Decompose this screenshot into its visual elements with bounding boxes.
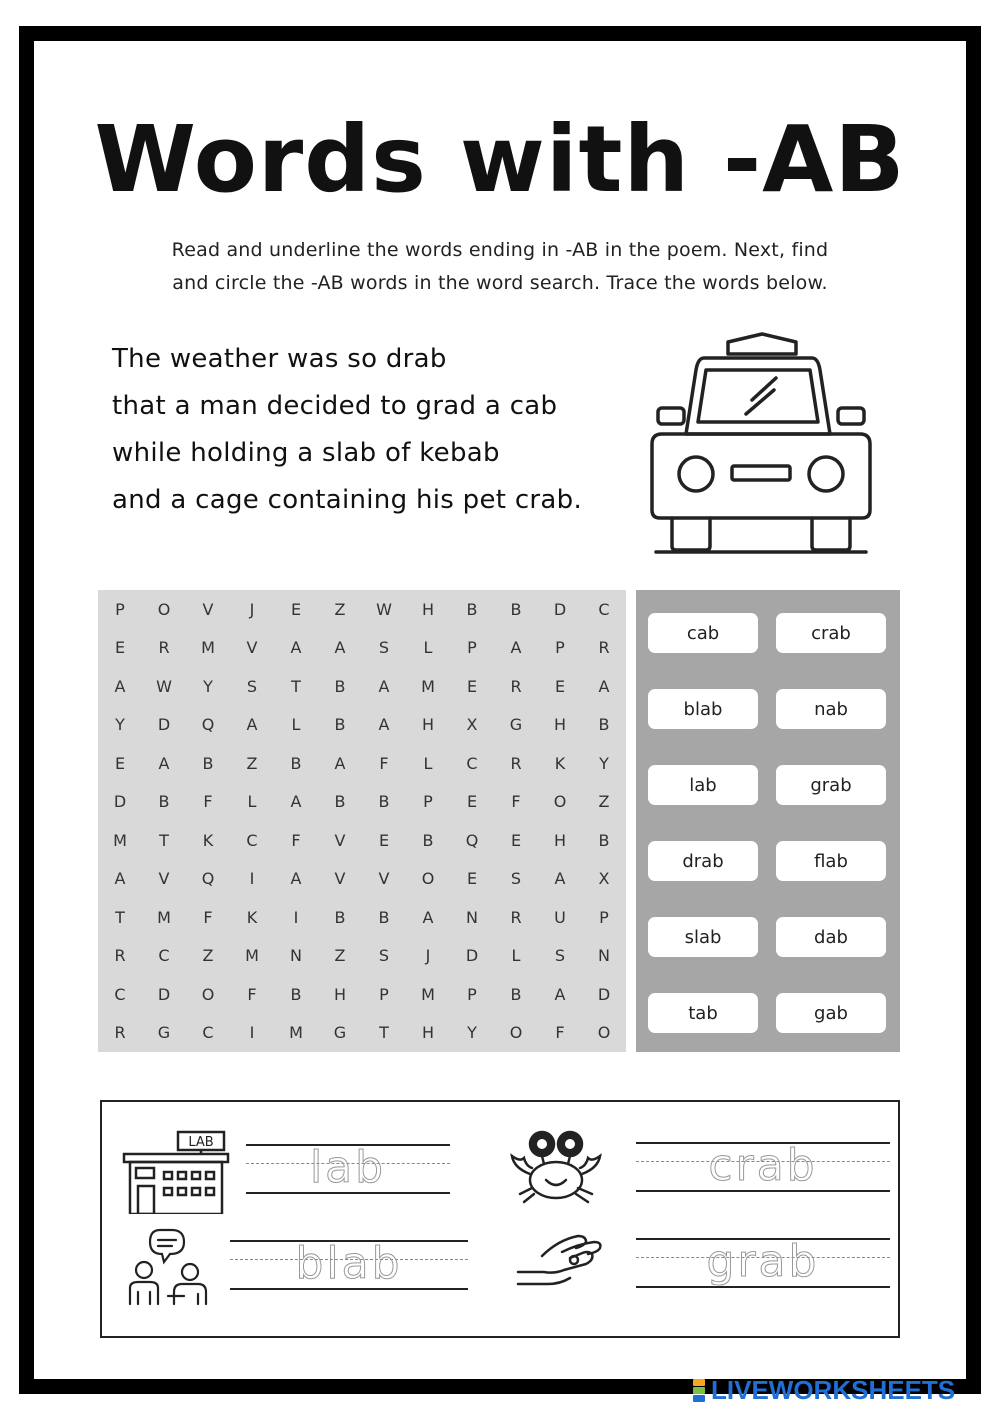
grid-letter[interactable]: E bbox=[114, 638, 126, 658]
instructions-line-1: Read and underline the words ending in -AB in the poem. Next, find bbox=[171, 239, 829, 261]
grid-letter[interactable]: F bbox=[247, 984, 257, 1004]
grid-letter[interactable]: N bbox=[598, 946, 610, 966]
grid-letter[interactable]: Z bbox=[246, 753, 258, 773]
grid-letter[interactable]: E bbox=[378, 830, 390, 850]
lab-building-icon bbox=[122, 1130, 232, 1214]
grid-letter[interactable]: A bbox=[510, 638, 522, 658]
grid-letter[interactable]: R bbox=[510, 676, 522, 696]
grid-letter[interactable]: L bbox=[247, 792, 257, 812]
grid-letter[interactable]: F bbox=[511, 792, 521, 812]
grid-letter[interactable]: R bbox=[114, 1023, 126, 1043]
grid-letter[interactable]: J bbox=[425, 946, 431, 966]
grid-letter[interactable]: A bbox=[290, 638, 302, 658]
trace-word: grab bbox=[706, 1236, 820, 1287]
grid-letter[interactable]: V bbox=[246, 638, 258, 658]
grid-letter[interactable]: M bbox=[113, 830, 127, 850]
word-bank bbox=[636, 590, 900, 1052]
grid-letter[interactable]: T bbox=[291, 676, 301, 696]
word-bank-item[interactable]: gab bbox=[776, 993, 886, 1033]
poem-line[interactable]: The weather was so drab bbox=[112, 344, 447, 374]
grid-letter[interactable]: P bbox=[555, 638, 565, 658]
grid-letter[interactable]: C bbox=[246, 830, 258, 850]
grid-letter[interactable]: E bbox=[114, 753, 126, 773]
grid-letter[interactable]: S bbox=[554, 946, 566, 966]
grid-letter[interactable]: R bbox=[510, 753, 522, 773]
grid-letter[interactable]: V bbox=[378, 869, 390, 889]
grid-letter[interactable]: B bbox=[290, 753, 302, 773]
grid-letter[interactable]: C bbox=[158, 946, 170, 966]
grid-letter[interactable]: D bbox=[157, 715, 171, 735]
grid-letter[interactable]: A bbox=[290, 792, 302, 812]
grid-letter[interactable]: A bbox=[158, 753, 170, 773]
people-talking-icon bbox=[128, 1226, 210, 1306]
grid-letter[interactable]: W bbox=[156, 676, 172, 696]
grid-letter[interactable]: L bbox=[291, 715, 301, 735]
word-bank-item[interactable]: dab bbox=[776, 917, 886, 957]
trace-crab[interactable] bbox=[636, 1142, 890, 1194]
grid-letter[interactable]: P bbox=[599, 907, 609, 927]
lab-sign: LAB bbox=[188, 1135, 214, 1150]
word-bank-item[interactable]: blab bbox=[648, 689, 758, 729]
crab-icon bbox=[506, 1128, 606, 1208]
grid-letter[interactable]: T bbox=[115, 907, 125, 927]
grid-letter[interactable]: R bbox=[114, 946, 126, 966]
grid-letter[interactable]: X bbox=[466, 715, 478, 735]
grid-letter[interactable]: B bbox=[334, 715, 346, 735]
poem bbox=[112, 336, 652, 524]
grid-letter[interactable]: E bbox=[466, 792, 478, 812]
trace-grab[interactable] bbox=[636, 1238, 890, 1290]
grid-letter[interactable]: A bbox=[334, 638, 346, 658]
grid-letter[interactable]: Y bbox=[599, 753, 609, 773]
grid-letter[interactable]: A bbox=[378, 715, 390, 735]
trace-word: blab bbox=[295, 1238, 403, 1289]
grid-letter[interactable]: O bbox=[201, 984, 215, 1004]
grid-letter[interactable]: G bbox=[157, 1023, 171, 1043]
grid-letter[interactable]: B bbox=[598, 715, 610, 735]
grid-letter[interactable]: S bbox=[246, 676, 258, 696]
word-search-grid bbox=[98, 590, 626, 1052]
word-bank-item[interactable]: nab bbox=[776, 689, 886, 729]
grid-letter[interactable]: K bbox=[246, 907, 258, 927]
grid-letter[interactable]: E bbox=[554, 676, 566, 696]
grid-letter[interactable]: A bbox=[598, 676, 610, 696]
grid-letter[interactable]: H bbox=[421, 715, 435, 735]
taxi-icon bbox=[648, 330, 874, 556]
grid-letter[interactable]: D bbox=[157, 984, 171, 1004]
grid-letter[interactable]: M bbox=[201, 638, 215, 658]
grid-letter[interactable]: B bbox=[290, 984, 302, 1004]
grid-letter[interactable]: B bbox=[466, 599, 478, 619]
grid-letter[interactable]: A bbox=[422, 907, 434, 927]
trace-word: lab bbox=[309, 1142, 387, 1193]
word-bank-item[interactable]: drab bbox=[648, 841, 758, 881]
word-bank-item[interactable]: flab bbox=[776, 841, 886, 881]
grid-letter[interactable]: A bbox=[378, 676, 390, 696]
grid-letter[interactable]: C bbox=[598, 599, 610, 619]
grid-letter[interactable]: B bbox=[598, 830, 610, 850]
grid-letter[interactable]: B bbox=[378, 792, 390, 812]
grid-letter[interactable]: Z bbox=[334, 946, 346, 966]
grid-letter[interactable]: K bbox=[554, 753, 566, 773]
grid-letter[interactable]: F bbox=[291, 830, 301, 850]
grabbing-hand-icon bbox=[514, 1230, 606, 1290]
poem-line[interactable]: and a cage containing his pet crab. bbox=[112, 485, 583, 515]
grid-letter[interactable]: V bbox=[334, 869, 346, 889]
grid-letter[interactable]: E bbox=[466, 676, 478, 696]
grid-letter[interactable]: D bbox=[113, 792, 127, 812]
grid-letter[interactable]: A bbox=[290, 869, 302, 889]
grid-letter[interactable]: P bbox=[115, 599, 125, 619]
instructions bbox=[100, 234, 900, 300]
grid-letter[interactable]: Q bbox=[465, 830, 479, 850]
liveworksheets-logo bbox=[693, 1376, 955, 1404]
grid-letter[interactable]: T bbox=[379, 1023, 389, 1043]
grid-letter[interactable]: I bbox=[293, 907, 299, 927]
grid-letter[interactable]: Z bbox=[334, 599, 346, 619]
trace-lab[interactable] bbox=[246, 1144, 450, 1196]
grid-letter[interactable]: G bbox=[333, 1023, 347, 1043]
grid-letter[interactable]: O bbox=[597, 1023, 611, 1043]
grid-letter[interactable]: Z bbox=[202, 946, 214, 966]
grid-letter[interactable]: B bbox=[334, 676, 346, 696]
grid-letter[interactable]: O bbox=[421, 869, 435, 889]
grid-letter[interactable]: S bbox=[378, 946, 390, 966]
grid-letter[interactable]: Y bbox=[467, 1023, 477, 1043]
grid-letter[interactable]: R bbox=[158, 638, 170, 658]
grid-letter[interactable]: G bbox=[509, 715, 523, 735]
grid-letter[interactable]: F bbox=[203, 792, 213, 812]
grid-letter[interactable]: M bbox=[421, 676, 435, 696]
grid-letter[interactable]: Z bbox=[598, 792, 610, 812]
poem-line[interactable]: while holding a slab of kebab bbox=[112, 438, 500, 468]
logo-mark-icon bbox=[693, 1379, 705, 1402]
grid-letter[interactable]: H bbox=[421, 1023, 435, 1043]
poem-line[interactable]: that a man decided to grad a cab bbox=[112, 391, 558, 421]
grid-letter[interactable]: M bbox=[245, 946, 259, 966]
grid-letter[interactable]: A bbox=[554, 984, 566, 1004]
grid-letter[interactable]: A bbox=[114, 676, 126, 696]
grid-letter[interactable]: A bbox=[554, 869, 566, 889]
grid-letter[interactable]: E bbox=[510, 830, 522, 850]
grid-letter[interactable]: P bbox=[467, 984, 477, 1004]
grid-letter[interactable]: V bbox=[202, 599, 214, 619]
grid-letter[interactable]: X bbox=[598, 869, 610, 889]
trace-word: crab bbox=[708, 1140, 818, 1191]
grid-letter[interactable]: P bbox=[379, 984, 389, 1004]
grid-letter[interactable]: K bbox=[202, 830, 214, 850]
grid-letter[interactable]: I bbox=[249, 869, 255, 889]
grid-letter[interactable]: V bbox=[334, 830, 346, 850]
word-bank-item[interactable]: slab bbox=[648, 917, 758, 957]
grid-letter[interactable]: A bbox=[246, 715, 258, 735]
grid-letter[interactable]: F bbox=[555, 1023, 565, 1043]
grid-letter[interactable]: H bbox=[553, 715, 567, 735]
grid-letter[interactable]: P bbox=[467, 638, 477, 658]
grid-letter[interactable]: J bbox=[249, 599, 255, 619]
grid-letter[interactable]: C bbox=[114, 984, 126, 1004]
grid-letter[interactable]: R bbox=[598, 638, 610, 658]
grid-letter[interactable]: B bbox=[378, 907, 390, 927]
grid-letter[interactable]: D bbox=[553, 599, 567, 619]
grid-letter[interactable]: N bbox=[466, 907, 478, 927]
grid-letter[interactable]: M bbox=[421, 984, 435, 1004]
watermark-text: LIVEWORKSHEETS bbox=[711, 1374, 956, 1405]
grid-letter[interactable]: F bbox=[203, 907, 213, 927]
grid-letter[interactable]: Y bbox=[203, 676, 213, 696]
grid-letter[interactable]: S bbox=[510, 869, 522, 889]
grid-letter[interactable]: C bbox=[202, 1023, 214, 1043]
grid-letter[interactable]: O bbox=[509, 1023, 523, 1043]
grid-letter[interactable]: B bbox=[510, 984, 522, 1004]
word-bank-item[interactable]: lab bbox=[648, 765, 758, 805]
trace-blab[interactable] bbox=[230, 1240, 468, 1292]
page-title: Words with -AB bbox=[94, 106, 906, 213]
grid-letter[interactable]: T bbox=[159, 830, 169, 850]
grid-letter[interactable]: F bbox=[379, 753, 389, 773]
grid-letter[interactable]: N bbox=[290, 946, 302, 966]
trace-section bbox=[100, 1100, 900, 1338]
grid-letter[interactable]: D bbox=[597, 984, 611, 1004]
grid-letter[interactable]: E bbox=[290, 599, 302, 619]
grid-letter[interactable]: Y bbox=[115, 715, 125, 735]
grid-letter[interactable]: O bbox=[157, 599, 171, 619]
word-bank-item[interactable]: cab bbox=[648, 613, 758, 653]
grid-letter[interactable]: W bbox=[376, 599, 392, 619]
grid-letter[interactable]: B bbox=[158, 792, 170, 812]
grid-letter[interactable]: A bbox=[334, 753, 346, 773]
grid-letter[interactable]: M bbox=[289, 1023, 303, 1043]
word-bank-item[interactable]: grab bbox=[776, 765, 886, 805]
grid-letter[interactable]: R bbox=[510, 907, 522, 927]
grid-letter[interactable]: H bbox=[553, 830, 567, 850]
grid-letter[interactable]: P bbox=[423, 792, 433, 812]
grid-letter[interactable]: B bbox=[334, 792, 346, 812]
grid-letter[interactable]: B bbox=[422, 830, 434, 850]
grid-letter[interactable]: U bbox=[554, 907, 566, 927]
grid-letter[interactable]: Q bbox=[201, 869, 215, 889]
grid-letter[interactable]: D bbox=[465, 946, 479, 966]
grid-letter[interactable]: V bbox=[158, 869, 170, 889]
grid-letter[interactable]: H bbox=[421, 599, 435, 619]
word-bank-item[interactable]: crab bbox=[776, 613, 886, 653]
grid-letter[interactable]: O bbox=[553, 792, 567, 812]
grid-letter[interactable]: L bbox=[423, 638, 433, 658]
grid-letter[interactable]: A bbox=[114, 869, 126, 889]
instructions-line-2: and circle the -AB words in the word search. Trace the words below. bbox=[172, 272, 828, 294]
grid-letter[interactable]: L bbox=[423, 753, 433, 773]
grid-letter[interactable]: C bbox=[466, 753, 478, 773]
grid-letter[interactable]: B bbox=[510, 599, 522, 619]
grid-letter[interactable]: E bbox=[466, 869, 478, 889]
grid-letter[interactable]: L bbox=[511, 946, 521, 966]
word-bank-item[interactable]: tab bbox=[648, 993, 758, 1033]
grid-letter[interactable]: S bbox=[378, 638, 390, 658]
grid-letter[interactable]: H bbox=[333, 984, 347, 1004]
grid-letter[interactable]: I bbox=[249, 1023, 255, 1043]
grid-letter[interactable]: B bbox=[202, 753, 214, 773]
grid-letter[interactable]: M bbox=[157, 907, 171, 927]
grid-letter[interactable]: Q bbox=[201, 715, 215, 735]
grid-letter[interactable]: B bbox=[334, 907, 346, 927]
